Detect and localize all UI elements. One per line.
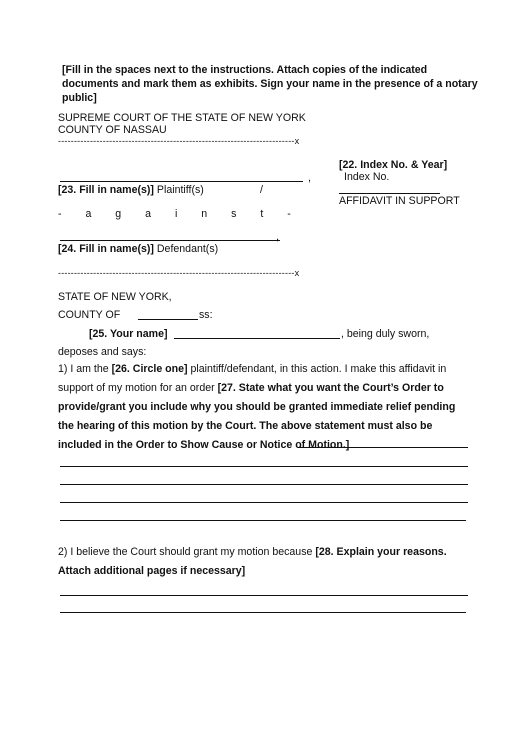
plaintiff-label: Plaintiff(s) [156, 184, 204, 196]
defendant-line [58, 243, 218, 255]
caption-slash: / [260, 184, 263, 196]
plaintiff-line [58, 184, 204, 196]
order-blank-line-3[interactable] [60, 502, 468, 503]
para1-lead: 1) I am the [58, 363, 112, 375]
caption-comma: , [308, 172, 312, 184]
affiant-name-blank[interactable] [174, 338, 340, 339]
para2-lead: 2) I believe the Court should grant my motion because [58, 546, 316, 558]
circle-one-tag: [26. Circle one] [111, 363, 188, 375]
affiant-sworn: , being duly sworn, [341, 328, 430, 340]
instructions-text: [Fill in the spaces next to the instructions. Attach copies of the indicated documents and mark them as exhibits. Sign your name in the presence of a notary public] [62, 64, 478, 104]
index-label: Index No. [344, 171, 390, 183]
caption-bottom-border: --------------------------------------------------------------------------x [58, 268, 300, 278]
reasons-blank-line-2[interactable] [60, 612, 466, 613]
document-title: AFFIDAVIT IN SUPPORT [339, 195, 460, 207]
court-name: SUPREME COURT OF THE STATE OF NEW YORK [58, 112, 306, 124]
index-tag: [22. Index No. & Year] [339, 159, 448, 171]
para1-text: plaintiff/defendant, in this action. I make this affidavit in support of my motion for an order [58, 363, 447, 394]
caption-top-border: --------------------------------------------------------------------------x [58, 136, 300, 146]
order-blank-line-0[interactable] [298, 447, 468, 448]
plaintiff-tag: [23. Fill in name(s)] [58, 184, 154, 196]
defendant-name-blank[interactable] [60, 240, 280, 241]
order-blank-line-4[interactable] [60, 520, 466, 521]
county-blank[interactable] [138, 319, 198, 320]
paragraph-2 [58, 543, 473, 581]
defendant-label: Defendant(s) [156, 243, 219, 255]
defendant-tag: [24. Fill in name(s)] [58, 243, 154, 255]
paragraph-1 [58, 360, 473, 455]
reasons-blank-line-1[interactable] [60, 595, 468, 596]
affiant-tag: [25. Your name] [89, 328, 168, 340]
reasons-tag: [28. Explain your reasons. Attach additional pages if necessary] [58, 546, 447, 577]
against-text: - a g a i n s t - [58, 208, 291, 220]
venue-ss: ss: [199, 309, 213, 321]
defendant-comma: , [276, 231, 280, 243]
order-tag: [27. State what you want the Court’s Order to provide/grant you include why you should be granted immediate relief pending the hearing of this motion by the Court. The above statement must also be included in the Order to Show Cause or Notice of Motion.] [58, 382, 456, 451]
venue-state: STATE OF NEW YORK, [58, 291, 172, 303]
court-county: COUNTY OF NASSAU [58, 124, 167, 136]
venue-county-label: COUNTY OF [58, 309, 121, 321]
index-number-blank[interactable] [339, 193, 440, 194]
order-blank-line-1[interactable] [60, 466, 468, 467]
affiant-deposes: deposes and says: [58, 346, 147, 358]
order-blank-line-2[interactable] [60, 484, 468, 485]
plaintiff-name-blank[interactable] [60, 181, 303, 182]
